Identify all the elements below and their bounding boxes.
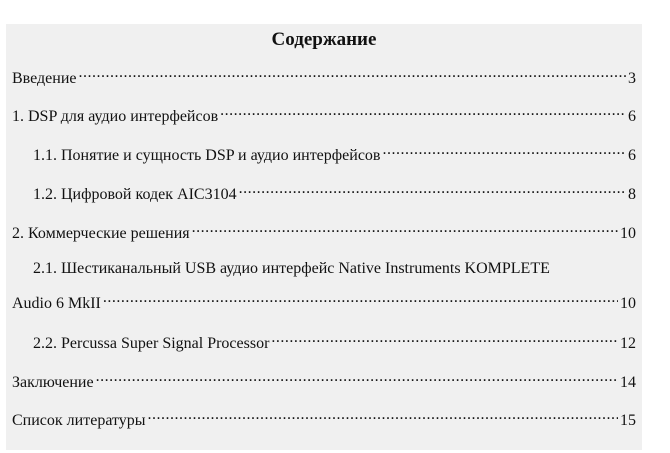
toc-entry-page: 10 — [620, 225, 636, 242]
toc-leader-dots — [103, 288, 618, 308]
toc-entry-label: 1.2. Цифровой кодек AIC3104 — [33, 186, 237, 203]
toc-entry-section-1-2[interactable] — [33, 179, 636, 205]
toc-title: Содержание — [271, 29, 377, 50]
toc-entry-label: Audio 6 MkII — [12, 295, 101, 312]
toc-leader-dots — [148, 405, 618, 425]
toc-leader-dots — [239, 179, 626, 199]
toc-leader-dots — [96, 367, 618, 387]
toc-entry-label: 2.2. Percussa Super Signal Processor — [33, 335, 270, 352]
toc-leader-dots — [382, 140, 626, 160]
toc-leader-dots — [271, 328, 618, 348]
toc-entry-conclusion[interactable] — [12, 367, 636, 393]
toc-entry-label: 2. Коммерческие решения — [12, 225, 190, 242]
toc-entry-label: Введение — [12, 70, 77, 87]
toc-leader-dots — [79, 63, 627, 83]
toc-entry-page: 15 — [620, 412, 636, 429]
toc-entry-section-2-2[interactable] — [33, 328, 636, 354]
toc-entry-label: Список литературы — [12, 412, 146, 429]
toc-entry-page: 12 — [620, 335, 636, 352]
toc-entry-page: 6 — [628, 147, 636, 164]
toc-entry-label: Заключение — [12, 374, 94, 391]
toc-entry-chapter-1[interactable] — [12, 101, 636, 127]
toc-entry-references[interactable] — [12, 405, 636, 431]
document-page — [6, 24, 642, 450]
toc-leader-dots — [220, 101, 626, 121]
toc-entry-section-1-1[interactable] — [33, 140, 636, 166]
toc-entry-page: 8 — [628, 186, 636, 203]
toc-entry-label: 1. DSP для аудио интерфейсов — [12, 108, 219, 125]
toc-entry-label: 1.1. Понятие и сущность DSP и аудио интерфейсов — [33, 147, 381, 164]
toc-entry-page: 14 — [620, 374, 636, 391]
toc-leader-dots — [192, 218, 618, 238]
toc-entry-chapter-2[interactable] — [12, 218, 636, 244]
toc-entry-page: 3 — [628, 70, 636, 87]
toc-entry-page: 6 — [628, 108, 636, 125]
toc-entry-page: 10 — [620, 295, 636, 312]
toc-entry-section-2-1-line1[interactable]: 2.1. Шестиканальный USB аудио интерфейс Native Instruments KOMPLETE — [33, 260, 550, 277]
toc-entry-section-2-1[interactable] — [12, 288, 636, 314]
toc-entry-introduction[interactable] — [12, 63, 636, 89]
